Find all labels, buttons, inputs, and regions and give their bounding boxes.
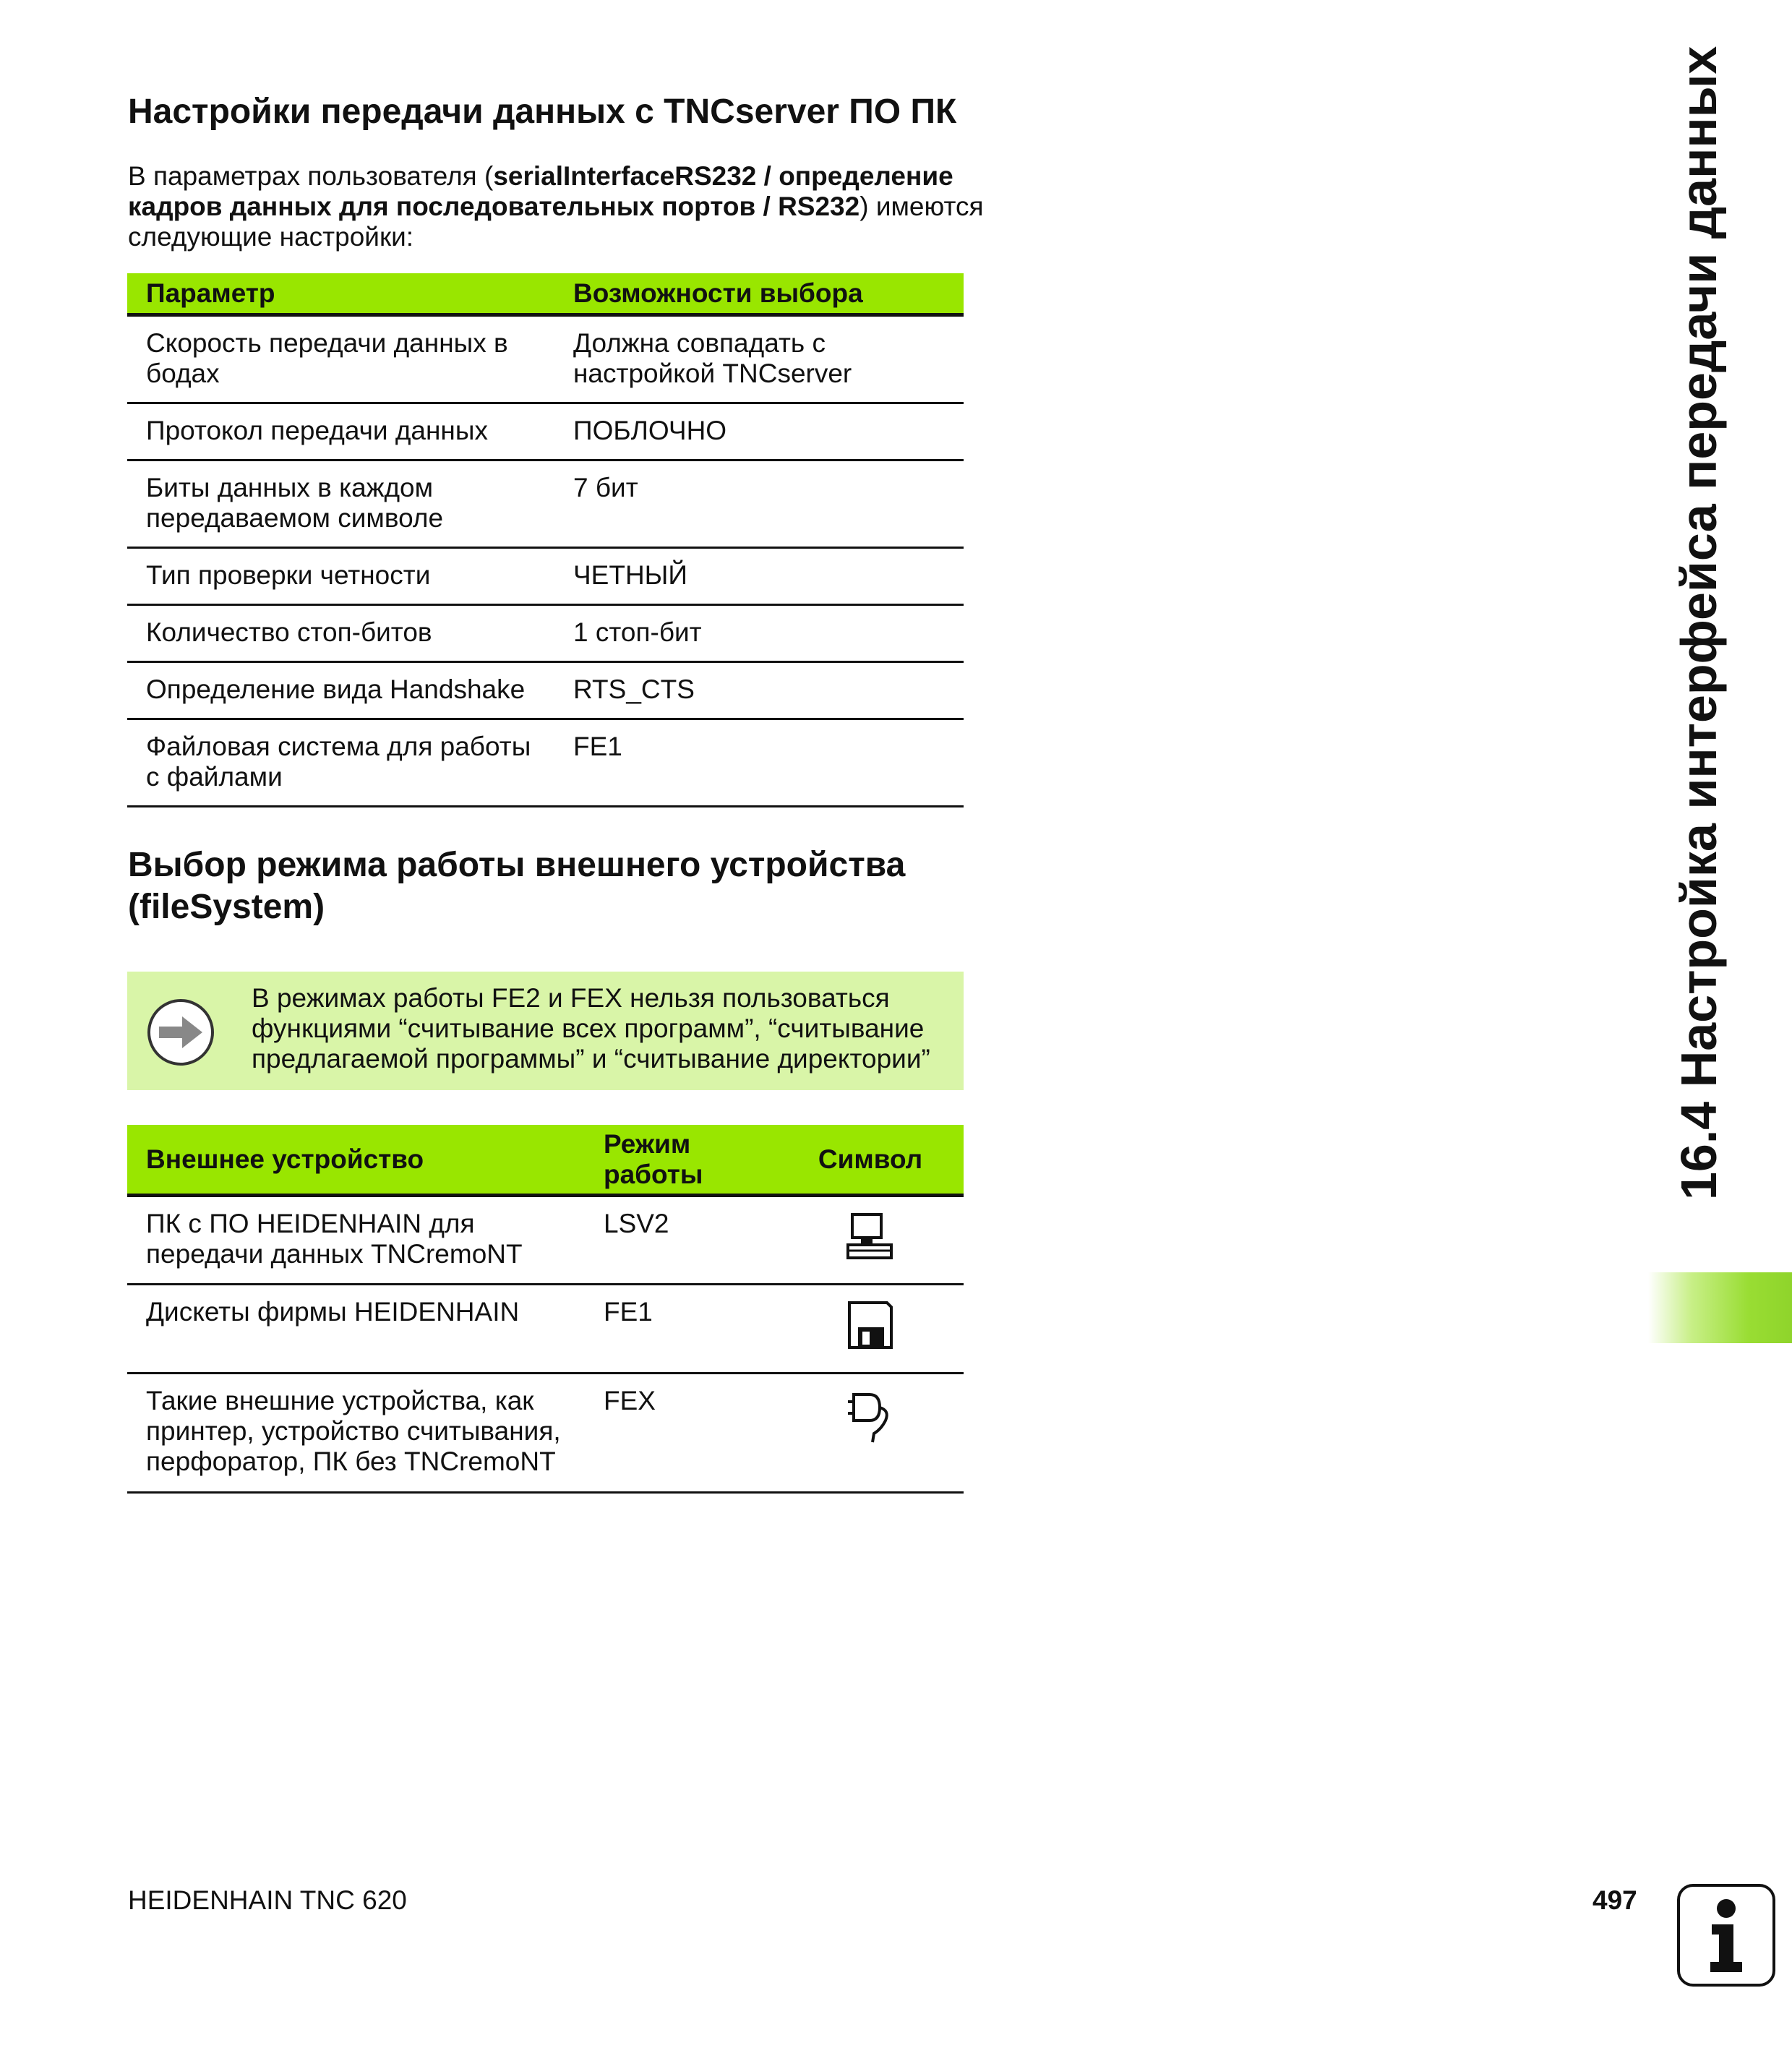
parameter-name: Файловая система для работы с файлами <box>127 719 554 807</box>
table-row <box>127 315 964 403</box>
table-row <box>127 460 964 548</box>
parameter-table <box>127 273 964 807</box>
table-row <box>127 1374 964 1493</box>
parameter-value: ЧЕТНЫЙ <box>554 548 964 605</box>
device-name: ПК с ПО HEIDENHAIN для передачи данных TNCremoNT <box>127 1196 585 1285</box>
parameter-name: Определение вида Handshake <box>127 662 554 719</box>
parameter-name: Биты данных в каждом передаваемом символе <box>127 460 554 548</box>
parameter-value: RTS_CTS <box>554 662 964 719</box>
parameter-name: Протокол передачи данных <box>127 403 554 460</box>
column-header-options: Возможности выбора <box>554 273 964 315</box>
section-title-tncserver: Настройки передачи данных с TNCserver ПО ПК <box>128 93 957 131</box>
info-glyph <box>1680 1887 1772 1984</box>
parameter-name: Количество стоп-битов <box>127 605 554 662</box>
parameter-value: 7 бит <box>554 460 964 548</box>
column-header-device: Внешнее устройство <box>127 1125 585 1196</box>
column-header-mode: Режим работы <box>585 1125 777 1196</box>
device-symbol <box>777 1196 964 1285</box>
column-header-parameter: Параметр <box>127 273 554 315</box>
parameter-value: FE1 <box>554 719 964 807</box>
device-mode: LSV2 <box>585 1196 777 1285</box>
side-chapter-title: 16.4 Настройка интерфейса передачи данных <box>1671 46 1727 1200</box>
note-box <box>127 972 964 1090</box>
arrow-right-icon <box>146 998 215 1067</box>
device-name: Такие внешние устройства, как принтер, устройство считывания, перфоратор, ПК без TNCremoNT <box>127 1374 585 1493</box>
floppy-disk-icon <box>845 1300 896 1350</box>
table-row <box>127 662 964 719</box>
note-text: В режимах работы FE2 и FEX нельзя пользоваться функциями “считывание всех программ”, “считывание предлагаемой программы” и “считывание директории” <box>252 983 930 1074</box>
table-header-row <box>127 273 964 315</box>
device-mode: FE1 <box>585 1285 777 1374</box>
section-title-filesystem: Выбор режима работы внешнего устройства (fileSystem) <box>128 846 906 926</box>
table-header-row <box>127 1125 964 1196</box>
device-symbol <box>777 1285 964 1374</box>
footer-product: HEIDENHAIN TNC 620 <box>128 1885 407 1915</box>
parameter-value: ПОБЛОЧНО <box>554 403 964 460</box>
side-accent-bar <box>1648 1272 1792 1343</box>
parameter-value: Должна совпадать с настройкой TNCserver <box>554 315 964 403</box>
intro-text-start: В параметрах пользователя ( <box>128 161 494 191</box>
plug-icon <box>845 1389 896 1447</box>
info-icon <box>1677 1884 1775 1987</box>
table-row <box>127 548 964 605</box>
table-row <box>127 605 964 662</box>
table-row <box>127 1196 964 1285</box>
device-table <box>127 1125 964 1494</box>
table-row <box>127 1285 964 1374</box>
column-header-symbol: Символ <box>777 1125 964 1196</box>
device-name: Дискеты фирмы HEIDENHAIN <box>127 1285 585 1374</box>
intro-parameter-path: serialInterfaceRS232 / определение кадров данных для последовательных портов / RS232 <box>128 161 953 221</box>
device-symbol <box>777 1374 964 1493</box>
table-row <box>127 403 964 460</box>
parameter-name: Скорость передачи данных в бодах <box>127 315 554 403</box>
computer-icon <box>845 1212 896 1262</box>
parameter-name: Тип проверки четности <box>127 548 554 605</box>
device-mode: FEX <box>585 1374 777 1493</box>
page-number: 497 <box>1592 1885 1637 1915</box>
intro-text-end: ) имеются следующие настройки: <box>128 192 984 252</box>
intro-paragraph <box>128 161 988 252</box>
parameter-value: 1 стоп-бит <box>554 605 964 662</box>
table-row <box>127 719 964 807</box>
